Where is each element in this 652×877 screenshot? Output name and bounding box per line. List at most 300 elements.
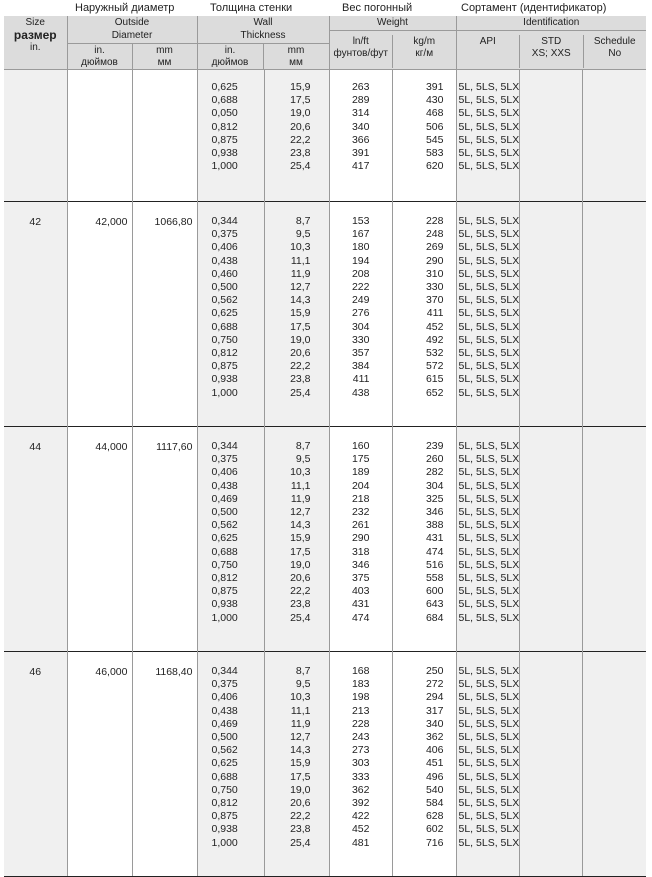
table-cell-value: 5L, 5LS, 5LX bbox=[458, 373, 520, 386]
api-cell bbox=[456, 427, 519, 652]
table-cell-value: 602 bbox=[425, 823, 444, 836]
header-weight-kgm-ru: кг/м bbox=[415, 48, 434, 59]
table-cell-value: 716 bbox=[425, 836, 444, 849]
table-cell-value: 25,4 bbox=[290, 160, 311, 173]
table-cell-value: 0,050 bbox=[211, 107, 238, 120]
table-cell-value: 431 bbox=[425, 532, 444, 545]
table-cell-value: 14,3 bbox=[290, 744, 311, 757]
table-cell-value: 584 bbox=[425, 797, 444, 810]
table-cell-value: 492 bbox=[425, 333, 444, 346]
header-wall-mm-label: mm bbox=[287, 45, 305, 56]
table-cell-value: 9,5 bbox=[295, 678, 311, 691]
table-cell-value: 5L, 5LS, 5LX bbox=[458, 810, 520, 823]
table-cell-value: 5L, 5LS, 5LX bbox=[458, 466, 520, 479]
table-cell-value: 11,9 bbox=[290, 717, 311, 730]
table-cell-value: 545 bbox=[425, 133, 444, 146]
table-cell-value: 5L, 5LS, 5LX bbox=[458, 440, 520, 452]
table-cell-value: 260 bbox=[425, 453, 444, 466]
table-cell-value: 180 bbox=[351, 241, 370, 254]
kgm-cell bbox=[392, 427, 456, 652]
table-cell-value: 496 bbox=[425, 770, 444, 783]
table-cell-value: 0,875 bbox=[211, 133, 238, 146]
wall-in-cell bbox=[197, 70, 264, 202]
header-wall-in-label: in. bbox=[224, 45, 236, 56]
table-cell-value: 346 bbox=[351, 558, 370, 571]
table-cell-value: 5L, 5LS, 5LX bbox=[458, 545, 520, 558]
size-cell bbox=[4, 70, 67, 202]
table-cell-value: 430 bbox=[425, 94, 444, 107]
table-cell-value: 406 bbox=[425, 744, 444, 757]
table-cell-value: 250 bbox=[425, 665, 444, 677]
table-cell-value: 228 bbox=[425, 215, 444, 227]
table-cell-value: 474 bbox=[425, 545, 444, 558]
table-cell-value: 14,3 bbox=[290, 294, 311, 307]
table-cell-value: 5L, 5LS, 5LX bbox=[458, 347, 520, 360]
table-cell-value: 8,7 bbox=[295, 440, 311, 452]
schedule-cell bbox=[582, 70, 646, 202]
table-cell-value: 9,5 bbox=[295, 228, 311, 241]
table-cell-value: 5L, 5LS, 5LX bbox=[458, 492, 520, 505]
table-cell-value: 481 bbox=[351, 836, 370, 849]
table-cell-value: 0,344 bbox=[211, 665, 238, 677]
table-cell-value: 183 bbox=[351, 678, 370, 691]
table-cell-value: 15,9 bbox=[290, 532, 311, 545]
table-header bbox=[4, 16, 646, 70]
table-cell-value: 5L, 5LS, 5LX bbox=[458, 836, 520, 849]
table-cell-value: 19,0 bbox=[290, 783, 311, 796]
table-cell-value: 0,375 bbox=[211, 228, 238, 241]
table-cell-value: 0,875 bbox=[211, 585, 238, 598]
table-cell-value: 0,344 bbox=[211, 440, 238, 452]
table-cell-value: 5L, 5LS, 5LX bbox=[458, 558, 520, 571]
table-cell-value: 0,500 bbox=[211, 281, 238, 294]
header-size bbox=[4, 16, 67, 70]
table-cell-value: 10,3 bbox=[290, 466, 311, 479]
pipe-spec-table bbox=[4, 16, 646, 877]
table-cell-value: 11,1 bbox=[290, 254, 311, 267]
table-cell-value: 628 bbox=[425, 810, 444, 823]
schedule-cell bbox=[582, 427, 646, 652]
od-in-cell: 42,000 bbox=[67, 202, 132, 427]
table-cell-value: 5L, 5LS, 5LX bbox=[458, 241, 520, 254]
table-cell-value: 451 bbox=[425, 757, 444, 770]
table-cell-value: 5L, 5LS, 5LX bbox=[458, 94, 520, 107]
table-cell-value: 370 bbox=[425, 294, 444, 307]
od-in-cell: 44,000 bbox=[67, 427, 132, 652]
api-cell bbox=[456, 202, 519, 427]
table-cell-value: 5L, 5LS, 5LX bbox=[458, 665, 520, 677]
table-cell-value: 310 bbox=[425, 267, 444, 280]
table-cell-value: 5L, 5LS, 5LX bbox=[458, 770, 520, 783]
table-cell-value: 153 bbox=[351, 215, 370, 227]
std-cell bbox=[519, 70, 582, 202]
table-cell-value: 0,406 bbox=[211, 691, 238, 704]
table-cell-value: 5L, 5LS, 5LX bbox=[458, 81, 520, 93]
table-cell-value: 5L, 5LS, 5LX bbox=[458, 267, 520, 280]
table-cell-value: 5L, 5LS, 5LX bbox=[458, 611, 520, 624]
table-cell-value: 391 bbox=[351, 147, 370, 160]
table-cell-value: 5L, 5LS, 5LX bbox=[458, 320, 520, 333]
caption-weight-ru: Вес погонный bbox=[342, 2, 413, 14]
table-cell-value: 403 bbox=[351, 585, 370, 598]
table-cell-value: 572 bbox=[425, 360, 444, 373]
header-wall-in bbox=[198, 44, 264, 69]
table-cell-value: 330 bbox=[351, 333, 370, 346]
table-cell-value: 282 bbox=[425, 466, 444, 479]
table-cell-value: 333 bbox=[351, 770, 370, 783]
table-cell-value: 0,750 bbox=[211, 558, 238, 571]
table-cell-value: 0,625 bbox=[211, 307, 238, 320]
table-cell-value: 20,6 bbox=[290, 572, 311, 585]
table-cell-value: 392 bbox=[351, 797, 370, 810]
header-ident-sched-label: Schedule bbox=[593, 36, 636, 47]
header-od-in bbox=[68, 44, 133, 69]
table-cell-value: 263 bbox=[351, 81, 370, 93]
table-cell-value: 318 bbox=[351, 545, 370, 558]
header-size-en: Size bbox=[25, 17, 45, 28]
header-size-unit: in. bbox=[29, 42, 41, 53]
table-cell-value: 232 bbox=[351, 506, 370, 519]
lbft-cell bbox=[329, 427, 392, 652]
api-cell bbox=[456, 70, 519, 202]
header-ident-api-label: API bbox=[479, 36, 496, 47]
size-cell: 46 bbox=[4, 652, 67, 877]
table-cell-value: 620 bbox=[425, 160, 444, 173]
table-cell-value: 5L, 5LS, 5LX bbox=[458, 731, 520, 744]
table-cell-value: 276 bbox=[351, 307, 370, 320]
table-cell-value: 8,7 bbox=[295, 215, 311, 227]
table-cell-value: 14,3 bbox=[290, 519, 311, 532]
table-cell-value: 388 bbox=[425, 519, 444, 532]
table-cell-value: 506 bbox=[425, 120, 444, 133]
table-cell-value: 11,9 bbox=[290, 492, 311, 505]
table-cell-value: 17,5 bbox=[290, 545, 311, 558]
table-cell-value: 19,0 bbox=[290, 107, 311, 120]
table-cell-value: 0,406 bbox=[211, 241, 238, 254]
table-cell-value: 239 bbox=[425, 440, 444, 452]
table-cell-value: 25,4 bbox=[290, 836, 311, 849]
table-cell-value: 375 bbox=[351, 572, 370, 585]
table-cell-value: 8,7 bbox=[295, 665, 311, 677]
table-cell-value: 20,6 bbox=[290, 797, 311, 810]
table-cell-value: 10,3 bbox=[290, 691, 311, 704]
table-cell-value: 5L, 5LS, 5LX bbox=[458, 717, 520, 730]
table-cell-value: 213 bbox=[351, 704, 370, 717]
table-cell-value: 167 bbox=[351, 228, 370, 241]
table-cell-value: 362 bbox=[425, 731, 444, 744]
table-cell-value: 0,812 bbox=[211, 572, 238, 585]
table-cell-value: 303 bbox=[351, 757, 370, 770]
table-cell-value: 243 bbox=[351, 731, 370, 744]
table-cell-value: 289 bbox=[351, 94, 370, 107]
table-cell-value: 0,875 bbox=[211, 360, 238, 373]
table-cell-value: 1,000 bbox=[211, 160, 238, 173]
table-cell-value: 20,6 bbox=[290, 120, 311, 133]
table-cell-value: 19,0 bbox=[290, 558, 311, 571]
table-cell-value: 615 bbox=[425, 373, 444, 386]
header-wall-thickness bbox=[197, 16, 329, 70]
header-od-title2: Diameter bbox=[68, 29, 197, 44]
header-od-in-ru: дюймов bbox=[81, 57, 118, 68]
table-cell-value: 272 bbox=[425, 678, 444, 691]
header-wall-title2: Thickness bbox=[198, 29, 329, 44]
table-cell-value: 1,000 bbox=[211, 836, 238, 849]
table-cell-value: 5L, 5LS, 5LX bbox=[458, 281, 520, 294]
table-cell-value: 0,812 bbox=[211, 797, 238, 810]
table-cell-value: 249 bbox=[351, 294, 370, 307]
wall-in-cell bbox=[197, 202, 264, 427]
table-cell-value: 248 bbox=[425, 228, 444, 241]
table-cell-value: 5L, 5LS, 5LX bbox=[458, 107, 520, 120]
table-cell-value: 468 bbox=[425, 107, 444, 120]
header-od-mm-label: mm bbox=[156, 45, 173, 56]
table-cell-value: 168 bbox=[351, 665, 370, 677]
table-cell-value: 5L, 5LS, 5LX bbox=[458, 691, 520, 704]
table-cell-value: 0,938 bbox=[211, 823, 238, 836]
header-weight-lbft-label: ln/ft bbox=[352, 36, 369, 47]
table-cell-value: 330 bbox=[425, 281, 444, 294]
table-cell-value: 11,9 bbox=[290, 267, 311, 280]
std-cell bbox=[519, 202, 582, 427]
caption-wall-thickness-ru: Толщина стенки bbox=[210, 2, 293, 14]
schedule-cell bbox=[582, 652, 646, 877]
table-cell-value: 9,5 bbox=[295, 453, 311, 466]
table-cell-value: 22,2 bbox=[290, 133, 311, 146]
table-cell-value: 25,4 bbox=[290, 611, 311, 624]
od-mm-cell: 1066,80 bbox=[132, 202, 197, 427]
table-cell-value: 0,875 bbox=[211, 810, 238, 823]
header-ident-schedule bbox=[584, 35, 647, 68]
table-cell-value: 12,7 bbox=[290, 731, 311, 744]
table-cell-value: 175 bbox=[351, 453, 370, 466]
table-cell-value: 5L, 5LS, 5LX bbox=[458, 333, 520, 346]
table-cell-value: 20,6 bbox=[290, 347, 311, 360]
table-cell-value: 23,8 bbox=[290, 823, 311, 836]
table-cell-value: 17,5 bbox=[290, 320, 311, 333]
table-cell-value: 15,9 bbox=[290, 81, 311, 93]
table-cell-value: 0,938 bbox=[211, 147, 238, 160]
table-cell-value: 5L, 5LS, 5LX bbox=[458, 744, 520, 757]
table-cell-value: 346 bbox=[425, 506, 444, 519]
table-cell-value: 5L, 5LS, 5LX bbox=[458, 147, 520, 160]
header-od-in-label: in. bbox=[94, 45, 105, 56]
table-cell-value: 431 bbox=[351, 598, 370, 611]
table-cell-value: 5L, 5LS, 5LX bbox=[458, 704, 520, 717]
std-cell bbox=[519, 427, 582, 652]
table-cell-value: 438 bbox=[351, 386, 370, 399]
header-od-mm bbox=[133, 44, 197, 69]
header-identification bbox=[456, 16, 646, 70]
table-cell-value: 5L, 5LS, 5LX bbox=[458, 160, 520, 173]
table-cell-value: 0,562 bbox=[211, 744, 238, 757]
table-cell-value: 294 bbox=[425, 691, 444, 704]
header-weight-lbft bbox=[330, 35, 394, 68]
table-cell-value: 317 bbox=[425, 704, 444, 717]
table-cell-value: 0,625 bbox=[211, 757, 238, 770]
table-cell-value: 583 bbox=[425, 147, 444, 160]
table-cell-value: 22,2 bbox=[290, 810, 311, 823]
table-cell-value: 0,750 bbox=[211, 333, 238, 346]
table-cell-value: 0,812 bbox=[211, 347, 238, 360]
table-cell-value: 0,750 bbox=[211, 783, 238, 796]
table-cell-value: 0,375 bbox=[211, 453, 238, 466]
od-in-cell: 46,000 bbox=[67, 652, 132, 877]
header-weight-kgm bbox=[393, 35, 456, 68]
table-cell-value: 452 bbox=[425, 320, 444, 333]
table-cell-value: 411 bbox=[426, 307, 444, 320]
table-cell-value: 362 bbox=[351, 783, 370, 796]
table-cell-value: 19,0 bbox=[290, 333, 311, 346]
table-cell-value: 391 bbox=[425, 81, 444, 93]
table-cell-value: 325 bbox=[425, 492, 444, 505]
table-cell-value: 0,375 bbox=[211, 678, 238, 691]
table-cell-value: 0,938 bbox=[211, 598, 238, 611]
size-cell: 42 bbox=[4, 202, 67, 427]
table-cell-value: 340 bbox=[351, 120, 370, 133]
caption-identification-ru: Сортамент (идентификатор) bbox=[461, 2, 607, 14]
table-cell-value: 5L, 5LS, 5LX bbox=[458, 479, 520, 492]
std-cell bbox=[519, 652, 582, 877]
table-cell-value: 5L, 5LS, 5LX bbox=[458, 757, 520, 770]
kgm-cell bbox=[392, 652, 456, 877]
table-cell-value: 0,438 bbox=[211, 254, 238, 267]
table-cell-value: 0,469 bbox=[211, 717, 238, 730]
table-cell-value: 12,7 bbox=[290, 506, 311, 519]
wall-mm-cell bbox=[264, 652, 329, 877]
table-cell-value: 25,4 bbox=[290, 386, 311, 399]
table-cell-value: 652 bbox=[425, 386, 444, 399]
table-cell-value: 684 bbox=[425, 611, 444, 624]
table-cell-value: 540 bbox=[425, 783, 444, 796]
table-cell-value: 1,000 bbox=[211, 386, 238, 399]
header-size-ru: размер bbox=[13, 28, 57, 42]
table-cell-value: 290 bbox=[351, 532, 370, 545]
table-cell-value: 17,5 bbox=[290, 94, 311, 107]
table-cell-value: 411 bbox=[352, 373, 370, 386]
header-ident-title: Identification bbox=[457, 16, 647, 31]
lbft-cell bbox=[329, 70, 392, 202]
table-cell-value: 15,9 bbox=[290, 307, 311, 320]
table-cell-value: 1,000 bbox=[211, 611, 238, 624]
header-wall-title1: Wall bbox=[253, 17, 273, 28]
table-cell-value: 0,438 bbox=[211, 479, 238, 492]
table-cell-value: 532 bbox=[425, 347, 444, 360]
table-cell-value: 12,7 bbox=[290, 281, 311, 294]
table-cell-value: 5L, 5LS, 5LX bbox=[458, 532, 520, 545]
table-cell-value: 269 bbox=[425, 241, 444, 254]
table-cell-value: 0,344 bbox=[211, 215, 238, 227]
wall-mm-cell bbox=[264, 202, 329, 427]
table-cell-value: 15,9 bbox=[290, 757, 311, 770]
table-cell-value: 23,8 bbox=[290, 598, 311, 611]
table-cell-value: 314 bbox=[351, 107, 370, 120]
table-cell-value: 366 bbox=[351, 133, 370, 146]
table-cell-value: 23,8 bbox=[290, 147, 311, 160]
table-cell-value: 5L, 5LS, 5LX bbox=[458, 228, 520, 241]
kgm-cell bbox=[392, 70, 456, 202]
header-weight-title: Weight bbox=[330, 16, 456, 31]
od-mm-cell: 1168,40 bbox=[132, 652, 197, 877]
wall-in-cell bbox=[197, 427, 264, 652]
table-cell-value: 5L, 5LS, 5LX bbox=[458, 360, 520, 373]
table-cell-value: 189 bbox=[351, 466, 370, 479]
table-cell-value: 273 bbox=[351, 744, 370, 757]
table-cell-value: 340 bbox=[425, 717, 444, 730]
table-cell-value: 0,460 bbox=[211, 267, 238, 280]
table-cell-value: 198 bbox=[351, 691, 370, 704]
table-cell-value: 0,625 bbox=[211, 532, 238, 545]
od-mm-cell bbox=[132, 70, 197, 202]
table-cell-value: 194 bbox=[351, 254, 370, 267]
table-cell-value: 0,688 bbox=[211, 320, 238, 333]
table-cell-value: 5L, 5LS, 5LX bbox=[458, 572, 520, 585]
table-cell-value: 5L, 5LS, 5LX bbox=[458, 797, 520, 810]
table-cell-value: 0,500 bbox=[211, 731, 238, 744]
table-cell-value: 22,2 bbox=[290, 585, 311, 598]
header-wall-mm bbox=[264, 44, 329, 69]
caption-outside-diameter-ru: Наружный диаметр bbox=[75, 2, 175, 14]
table-cell-value: 11,1 bbox=[290, 479, 311, 492]
table-cell-value: 558 bbox=[425, 572, 444, 585]
header-wall-in-ru: дюймов bbox=[211, 57, 249, 68]
od-mm-cell: 1117,60 bbox=[132, 427, 197, 652]
header-ident-api bbox=[457, 35, 521, 68]
table-cell-value: 10,3 bbox=[290, 241, 311, 254]
table-cell-value: 0,688 bbox=[211, 94, 238, 107]
table-cell-value: 5L, 5LS, 5LX bbox=[458, 678, 520, 691]
header-weight bbox=[329, 16, 456, 70]
wall-mm-cell bbox=[264, 427, 329, 652]
table-cell-value: 290 bbox=[425, 254, 444, 267]
header-od-mm-ru: мм bbox=[157, 57, 172, 68]
table-cell-value: 5L, 5LS, 5LX bbox=[458, 598, 520, 611]
table-cell-value: 218 bbox=[351, 492, 370, 505]
table-cell-value: 17,5 bbox=[290, 770, 311, 783]
table-cell-value: 5L, 5LS, 5LX bbox=[458, 133, 520, 146]
table-cell-value: 600 bbox=[425, 585, 444, 598]
table-cell-value: 0,688 bbox=[211, 545, 238, 558]
table-cell-value: 0,469 bbox=[211, 492, 238, 505]
table-cell-value: 643 bbox=[425, 598, 444, 611]
table-cell-value: 5L, 5LS, 5LX bbox=[458, 386, 520, 399]
header-ident-sched2-label: No bbox=[608, 48, 622, 59]
header-wall-mm-ru: мм bbox=[289, 57, 303, 68]
table-cell-value: 357 bbox=[351, 347, 370, 360]
table-cell-value: 5L, 5LS, 5LX bbox=[458, 823, 520, 836]
od-in-cell bbox=[67, 70, 132, 202]
table-cell-value: 304 bbox=[425, 479, 444, 492]
header-outside-diameter bbox=[67, 16, 197, 70]
table-cell-value: 5L, 5LS, 5LX bbox=[458, 254, 520, 267]
table-cell-value: 0,688 bbox=[211, 770, 238, 783]
lbft-cell bbox=[329, 202, 392, 427]
size-group-row bbox=[4, 652, 646, 877]
table-cell-value: 422 bbox=[351, 810, 370, 823]
table-cell-value: 222 bbox=[351, 281, 370, 294]
table-cell-value: 0,562 bbox=[211, 294, 238, 307]
table-cell-value: 0,438 bbox=[211, 704, 238, 717]
header-weight-kgm-label: kg/m bbox=[413, 36, 436, 47]
table-cell-value: 0,625 bbox=[211, 81, 238, 93]
wall-in-cell bbox=[197, 652, 264, 877]
table-cell-value: 417 bbox=[351, 160, 370, 173]
size-group-row bbox=[4, 427, 646, 652]
table-cell-value: 22,2 bbox=[290, 360, 311, 373]
table-cell-value: 0,500 bbox=[211, 506, 238, 519]
table-cell-value: 11,1 bbox=[290, 704, 311, 717]
table-cell-value: 516 bbox=[425, 558, 444, 571]
table-cell-value: 5L, 5LS, 5LX bbox=[458, 294, 520, 307]
